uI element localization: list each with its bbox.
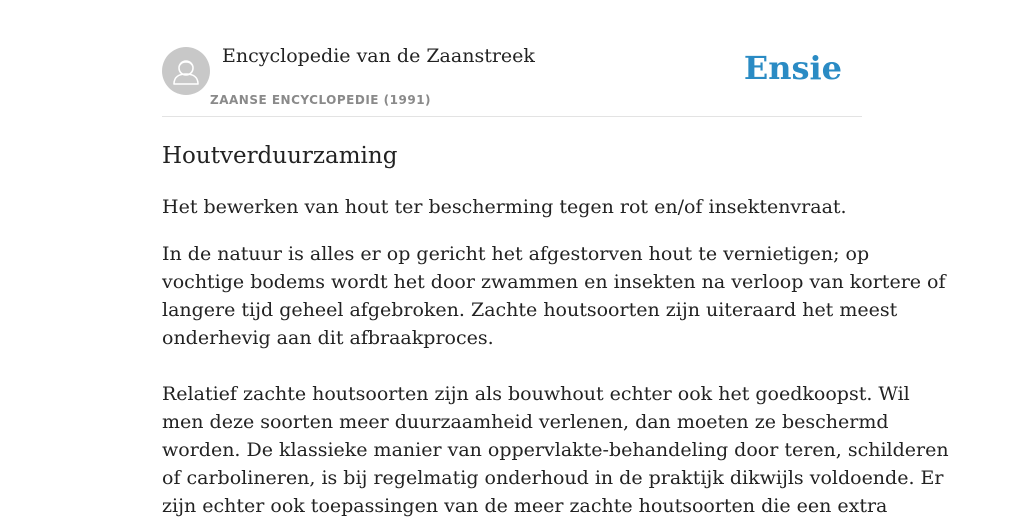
source-header — [162, 0, 862, 117]
article-body — [162, 240, 949, 520]
body-line: men deze soorten meer duurzaamheid verlenen, dan moeten ze beschermd — [162, 411, 889, 433]
avatar[interactable] — [162, 47, 210, 95]
body-line: of carbolineren, is bij regelmatig onderhoud in de praktijk dikwijls voldoende. Er — [162, 467, 944, 489]
body-line: onderhevig aan dit afbraakproces. — [162, 327, 494, 349]
article-title: Houtverduurzaming — [162, 143, 398, 169]
body-line: vochtige bodems wordt het door zwammen en insekten na verloop van kortere of — [162, 271, 946, 293]
source-subtitle: ZAANSE ENCYCLOPEDIE (1991) — [210, 93, 432, 107]
article-page — [162, 0, 949, 520]
article-lead: Het bewerken van hout ter bescherming tegen rot en/of insektenvraat. — [162, 196, 847, 218]
body-line: worden. De klassieke manier van oppervlakte-behandeling door teren, schilderen — [162, 439, 949, 461]
body-line: zijn echter ook toepassingen van de meer zachte houtsoorten die een extra — [162, 495, 888, 517]
paragraph-gap — [162, 352, 862, 380]
user-silhouette-icon — [162, 47, 210, 95]
brand-logo[interactable]: Ensie — [743, 49, 842, 87]
body-line: Relatief zachte houtsoorten zijn als bouwhout echter ook het goedkoopst. Wil — [162, 383, 910, 405]
body-line: langere tijd geheel afgebroken. Zachte houtsoorten zijn uiteraard het meest — [162, 299, 898, 321]
body-line: In de natuur is alles er op gericht het afgestorven hout te vernietigen; op — [162, 243, 870, 265]
source-title[interactable]: Encyclopedie van de Zaanstreek — [222, 45, 535, 67]
